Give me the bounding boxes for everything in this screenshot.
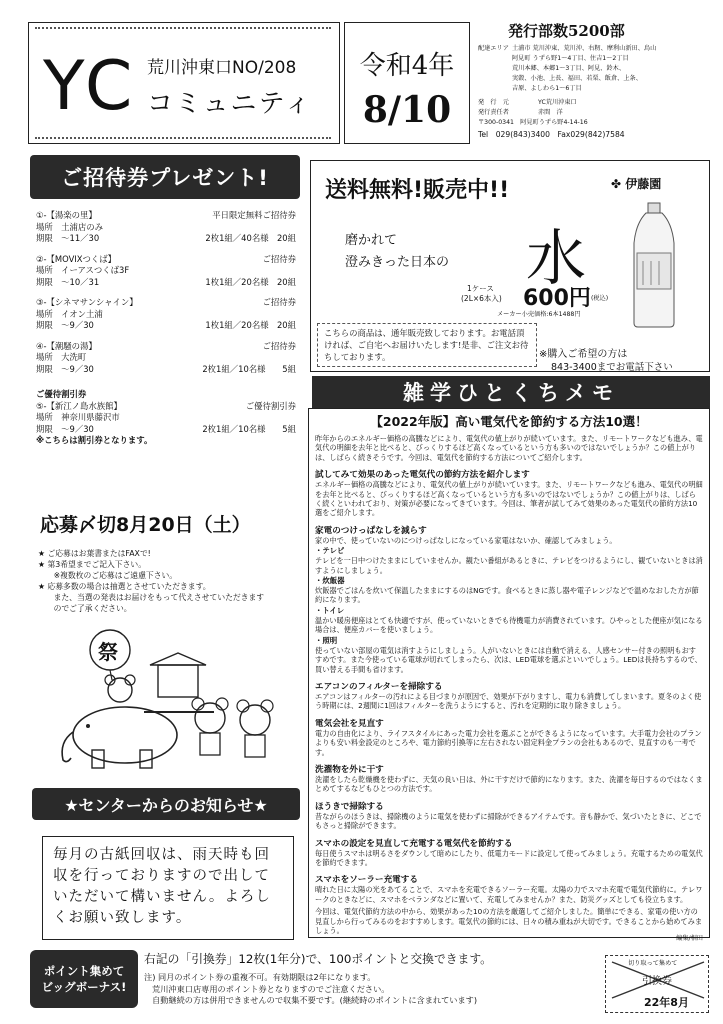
invite-item xyxy=(36,341,296,376)
issue-date: 8/10 xyxy=(362,89,452,131)
trivia-section-body: 電力の自由化により、ライフスタイルにあった電力会社を選ぶことができるようになっています。大手電力会社のプランよりも安い料金設定のところや、電力節約引換等に左右されない固定料金プランの会社もあるので、見直すのも一考です。 xyxy=(315,728,702,757)
center-title-banner xyxy=(32,788,300,820)
publisher-address: 〒300-0341 阿見町うずら野4-14-16 xyxy=(478,119,588,126)
water-bottle-image xyxy=(629,201,679,329)
invite-list xyxy=(36,210,296,447)
points-text xyxy=(144,950,599,1007)
header-logo-box xyxy=(28,22,340,144)
contact-tel-fax: Tel 029(843)3400 Fax029(842)7584 xyxy=(478,130,625,139)
area-label: 配達エリア xyxy=(478,45,509,52)
invite-item-name: ②-【MOVIXつくば】 xyxy=(36,253,117,264)
invite-item-name: ③-【シネマサンシャイン】 xyxy=(36,297,138,307)
discount-note: ※こちらは割引券となります。 xyxy=(36,435,153,445)
promo-price: 600円 xyxy=(523,286,591,311)
deadline-note: のでご了承ください。 xyxy=(38,604,132,613)
trivia-title: 雑学ひとくちメモ xyxy=(403,381,619,405)
brand-name: 伊藤園 xyxy=(625,177,662,191)
invite-item-place: 場所 イオン土浦 xyxy=(36,308,103,319)
promo-case: 1ケース xyxy=(467,284,494,293)
trivia-sub-label: ・テレビ xyxy=(315,546,345,556)
trivia-article xyxy=(308,408,710,943)
brand-logo xyxy=(611,175,661,192)
trivia-section-body: エアコンはフィルターの汚れによる目づまりが原因で、効果が下がりますし、電力も消費してしまいます。夏冬のよく使う時期には、2週間に1回はフィルターを洗うようにすると、汚れを定期的に取り除きましょう。 xyxy=(315,691,702,711)
invite-item-qty: 2枚1組／40名様 20組 xyxy=(205,233,296,243)
invite-item-deadline: 期限 ～9／30 xyxy=(36,320,94,330)
center-notice-text: 毎月の古紙回収は、雨天時も回収を行っておりますので出していただいて構いません。よろしくお願い致します。 xyxy=(53,847,271,926)
promo-tagline-2: 澄みきった日本の xyxy=(345,255,450,270)
area-line-3: 荒川本郷、本郷1～3丁目、阿見、鈴木、 xyxy=(512,65,626,72)
trivia-intro: 昨年からのエネルギー価格の高騰などにより、電気代の値上がりが続いています。また、リモートワークなども進み、電気代の明細を去年と比べると、びっくりするほど高くなっているという方も多いのではないでしょうか？この値上がりは、しばらく続きそうです。今回は、電気代を節約する方法についてご紹介します。 xyxy=(315,434,703,462)
floral-ornament xyxy=(35,27,331,39)
logo-text: YC xyxy=(43,47,137,126)
center-title: ★センターからのお知らせ★ xyxy=(64,795,268,815)
invite-item-type: 平日限定無料ご招待券 xyxy=(212,210,296,220)
trivia-section-body: 家の中で、使っていないのにつけっぱなしになっている家電はないか、確認してみましょう。 xyxy=(315,535,617,545)
editor-name: 赤間 洋 xyxy=(538,109,563,116)
area-line-5: 吉原、よしわら1～6丁目 xyxy=(512,85,582,92)
area-line-4: 実穀、小池、上長、福田、若栗、飯倉、上条、 xyxy=(512,75,642,82)
invite-item-name: ④-【潮騒の湯】 xyxy=(36,340,97,351)
deadline-note: ★ ご応募はお葉書またはFAXで! xyxy=(38,549,151,558)
trivia-sub-label: ・照明 xyxy=(315,635,338,645)
promo-notice: こちらの商品は、通年販売致しております。お電話頂ければ、ご自宅へお届けいたします!是非、ご注文お待ちしております。 xyxy=(324,328,529,362)
discount-heading: ご優待割引券 xyxy=(36,389,87,399)
points-coupon[interactable] xyxy=(605,955,709,1013)
trivia-section-heading: エアコンのフィルターを掃除する xyxy=(315,681,443,692)
invite-item-qty: 1枚1組／20名様 20組 xyxy=(205,276,296,287)
discount-item-place: 場所 神奈川県藤沢市 xyxy=(36,412,120,422)
invite-item-place: 場所 大洗町 xyxy=(36,352,87,362)
invite-item-qty: 2枚1組／10名様 5組 xyxy=(202,363,296,374)
promo-order-2: 843-3400までお電話下さい xyxy=(551,362,673,373)
festival-char: 祭 xyxy=(98,640,118,664)
trivia-section-heading: 洗濯物を外に干す xyxy=(315,764,384,775)
circulation: 発行部数5200部 xyxy=(508,22,625,40)
promo-big-char: 水 xyxy=(526,224,586,294)
festival-illustration xyxy=(40,620,295,780)
trivia-section-heading: 電気会社を見直す xyxy=(315,718,384,729)
discount-item-qty: 2枚1組／10名様 5組 xyxy=(202,423,296,434)
deadline-notes xyxy=(38,548,300,614)
trivia-section-heading: 家電のつけっぱなしを減らす xyxy=(315,525,427,536)
editor-label: 発行責任者 xyxy=(478,109,509,116)
era-year: 令和4年 xyxy=(359,51,455,81)
coupon-sub: 引換券 xyxy=(642,976,672,987)
floral-ornament xyxy=(35,127,331,139)
issue-number: 荒川沖東口NO/208 xyxy=(147,58,297,78)
points-line-3: 荒川沖東口店専用のポイント券となりますのでご注意ください。 xyxy=(152,983,390,994)
points-badge-line-1: ポイント集めて xyxy=(43,964,125,978)
invite-item xyxy=(36,297,296,332)
deadline-note: ★ 応募多数の場合は抽選とさせていただきます。 xyxy=(38,582,211,591)
brand-leaf-icon: ✤ xyxy=(611,177,622,191)
trivia-sub-text: 温かい暖房便座はとても快適ですが、使っていないときでも待機電力が消費されています。ひやっとした便座が気になる場合は、便座カバーを使いましょう。 xyxy=(315,615,703,635)
trivia-sub-text: テレビを一日中つけたままにしていませんか。観たい番組があるときに、テレビをつけるようにし、観ていないときは消すようにしましょう。 xyxy=(315,556,703,575)
discount-item xyxy=(36,401,296,447)
promo-box xyxy=(310,160,710,372)
trivia-section-heading: スマホの設定を見直して充電する電気代を節約する xyxy=(315,838,513,849)
trivia-title-banner xyxy=(312,376,710,408)
discount-item-name: ⑤-【新江ノ島水族館】 xyxy=(36,400,122,411)
publisher-label: 発 行 元 xyxy=(478,99,509,106)
trivia-subtitle: 【2022年版】高い電気代を節約する方法10選！ xyxy=(370,414,648,429)
trivia-sub-text: 炊飯器でごはんを炊いて保温したままにするのはNGです。食べるときに蒸し器や電子レンジなどで温めなおした方が節約になります。 xyxy=(315,586,699,605)
invite-title-banner xyxy=(30,155,300,199)
trivia-section-heading: ほうきで掃除する xyxy=(315,801,384,812)
invite-item-type: ご招待券 xyxy=(262,253,296,264)
deadline-title: 応募〆切8月20日（土） xyxy=(40,514,251,536)
trivia-section-heading: 試してみて効果のあった電気代の節約方法を紹介します xyxy=(315,470,530,481)
promo-notice-box xyxy=(317,323,537,367)
date-box xyxy=(344,22,470,144)
deadline-note: ※複数枚のご応募はご遠慮下さい。 xyxy=(38,571,178,580)
trivia-credit: 編集/相田 xyxy=(676,935,703,943)
deadline-note: ★ 第3希望までご記入下さい。 xyxy=(38,560,146,569)
promo-case-detail: (2L×6本入) xyxy=(461,294,502,303)
trivia-sub-label: ・炊飯器 xyxy=(315,576,345,586)
invite-item-place: 場所 土浦店のみ xyxy=(36,221,103,232)
points-badge xyxy=(30,950,138,1008)
coupon-label: 切り取って集めて xyxy=(628,960,678,967)
area-line-1: 土浦市 荒川沖東、荒川沖、右籾、摩利山新田、烏山 xyxy=(512,45,657,52)
promo-tax: (税込) xyxy=(591,295,609,302)
promo-order-1: ※購入ご希望の方は xyxy=(539,349,628,360)
invite-item-deadline: 期限 ～9／30 xyxy=(36,363,94,374)
invite-item-deadline: 期限 ～11／30 xyxy=(36,233,100,243)
discount-item-type: ご優待割引券 xyxy=(245,400,296,411)
deadline-note: また、当選の発表はお届けをもって代えさせていただきます xyxy=(38,593,265,602)
points-line-1: 右記の「引換券」12枚(1年分)で、100ポイントと交換できます。 xyxy=(144,952,492,966)
trivia-section-body: エネルギー価格の高騰などにより、電気代の値上がりが続いています。また、リモートワークなども進み、電気代の明細を去年と比べると、びっくりするほど高くなっているという方も多いのではないでしょうか？この値上がりは、しばらく続くといわれており、対策が必要になってきています。今回は、筆者が試してみて効果のあった電気代の節約方法10選をご紹介します。 xyxy=(315,480,703,518)
invite-item xyxy=(36,210,296,245)
promo-tagline-1: 磨かれて xyxy=(345,233,398,248)
trivia-section-heading: スマホをソーラー充電する xyxy=(315,875,418,886)
trivia-section-body: 洗濯をしたら乾燥機を使わずに、天気の良い日は、外に干すだけで節約になります。また、洗濯を毎日するのではなくまとめてするなどもひとつの方法です。 xyxy=(315,774,703,794)
promo-msrp: メーカー小売価格:6本1488円 xyxy=(497,311,581,318)
trivia-sub-label: ・トイレ xyxy=(315,605,345,615)
invite-item-type: ご招待券 xyxy=(262,297,296,307)
invite-item-place: 場所 イーアスつくば3F xyxy=(36,265,130,275)
trivia-section-body: 毎日使うスマホは明るさをダウンして暗めにしたり、低電力モードに設定して使ってみましょう。充電するための電気代を節約できます。 xyxy=(315,848,703,867)
invite-item xyxy=(36,254,296,289)
coupon-date: 22年8月 xyxy=(644,996,689,1009)
publisher-name: YC荒川沖東口 xyxy=(538,99,577,106)
points-line-4: 自動継続の方は併用できませんので収集不要です。(継続時のポイントに含まれています) xyxy=(152,995,478,1005)
invite-item-type: ご招待券 xyxy=(262,340,296,351)
trivia-sub-text: 使っていない部屋の電気は消すようにしましょう。人がいないときには自動で消える、人感センサー付きの照明もおすすめです。また今使っている電球が切れてしまったら、次は、LED電球を選ぶといいでしょう。LEDは長持ちするので、買い替える手間も省けます。 xyxy=(315,645,702,674)
center-notice-box xyxy=(42,836,294,940)
trivia-section-body: 昔ながらのほうきは、掃除機のように電気を使わずに掃除ができるアイテムです。音も静かで、気づいたときに、どこでもさっと掃除ができます。 xyxy=(315,811,702,831)
promo-title: 送料無料!販売中!! xyxy=(325,178,510,203)
invite-item-name: ①-【湯楽の里】 xyxy=(36,210,97,220)
invite-title: ご招待券プレゼント! xyxy=(61,166,269,190)
points-line-2: 注) 同月のポイント券の重複不可。有効期限は2年になります。 xyxy=(144,972,376,982)
newsletter-title: コミュニティ xyxy=(147,89,313,119)
points-badge-line-2: ビッグボーナス! xyxy=(41,980,127,994)
trivia-conclusion: 今回は、電気代節約方法の中から、効果があった10の方法を厳選してご紹介しました。簡単にできる、家電の使い方の見直しから行ってみるのをおすすめします。電気代の節約には、日々の積み重ねが大切です。できることから始めてみましょう。 xyxy=(315,907,703,935)
publisher-info xyxy=(478,20,706,146)
discount-item-deadline: 期限 ～9／30 xyxy=(36,423,94,434)
invite-item-deadline: 期限 ～10／31 xyxy=(36,276,100,287)
trivia-section-body: 晴れた日に太陽の光をあてることで、スマホを充電できるソーラー充電。太陽の力でスマホ充電で電気代節約に。テレワークのときなどに、スマホをベランダなどに置いて、充電してみませんか？また、防災グッズとしても役立ちます。 xyxy=(315,885,703,904)
invite-item-qty: 1枚1組／20名様 20組 xyxy=(205,320,296,330)
area-line-2: 阿見町 うずら野1～4丁目、住吉1～2丁目 xyxy=(512,55,629,62)
